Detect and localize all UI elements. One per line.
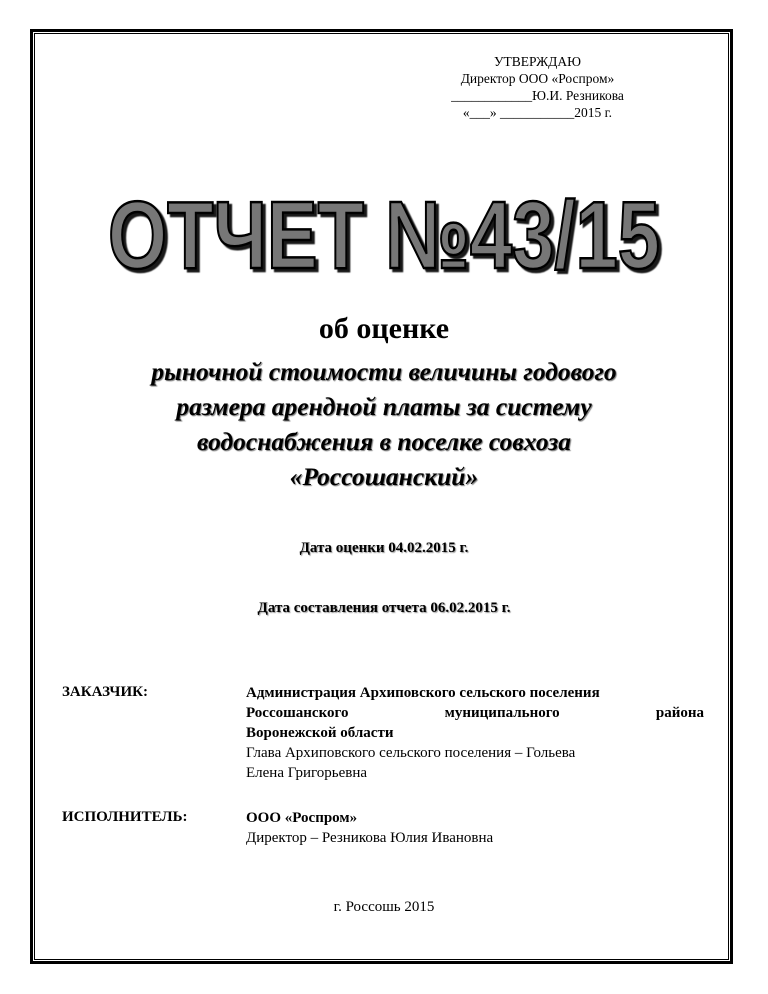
report-subtitle: об оценке	[318, 312, 450, 345]
valuation-date: Дата оценки 04.02.2015 г.	[299, 540, 469, 556]
report-title-text: ОТЧЕТ №43/15	[108, 182, 660, 286]
contractor-label: ИСПОЛНИТЕЛЬ:	[62, 809, 188, 825]
approval-heading: УТВЕРЖДАЮ	[493, 54, 582, 69]
report-date: Дата составления отчета 06.02.2015 г.	[257, 600, 511, 616]
customer-org-word: муниципального	[444, 705, 560, 721]
approval-block	[420, 53, 655, 121]
customer-org-line: Воронежской области	[246, 725, 394, 741]
city-year: г. Россошь 2015	[333, 899, 435, 915]
customer-org-line	[246, 703, 704, 723]
approval-position: Директор ООО «Роспром»	[460, 71, 615, 86]
report-title	[0, 176, 768, 286]
customer-head-line: Глава Архиповского сельского поселения – Гольева	[246, 745, 576, 761]
subject-line: размера арендной платы за систему	[176, 392, 592, 421]
contractor-org: ООО «Роспром»	[246, 810, 358, 826]
subject-line: водоснабжения в поселке совхоза	[197, 427, 571, 456]
customer-org-word: района	[655, 705, 704, 721]
contractor-block	[246, 808, 704, 848]
customer-head-line: Елена Григорьевна	[246, 765, 368, 781]
approval-signature: ____________Ю.И. Резникова	[451, 88, 624, 103]
report-subject	[60, 354, 708, 494]
subject-line: рыночной стоимости величины годового	[151, 357, 617, 386]
customer-org-word: Россошанского	[246, 705, 349, 721]
approval-date: «___» ___________2015 г.	[462, 105, 613, 120]
customer-label: ЗАКАЗЧИК:	[62, 684, 148, 700]
contractor-director: Директор – Резникова Юлия Ивановна	[246, 830, 494, 846]
customer-block	[246, 683, 704, 783]
customer-org-line: Администрация Архиповского сельского поселения	[246, 685, 600, 701]
subject-line: «Россошанский»	[289, 462, 479, 491]
